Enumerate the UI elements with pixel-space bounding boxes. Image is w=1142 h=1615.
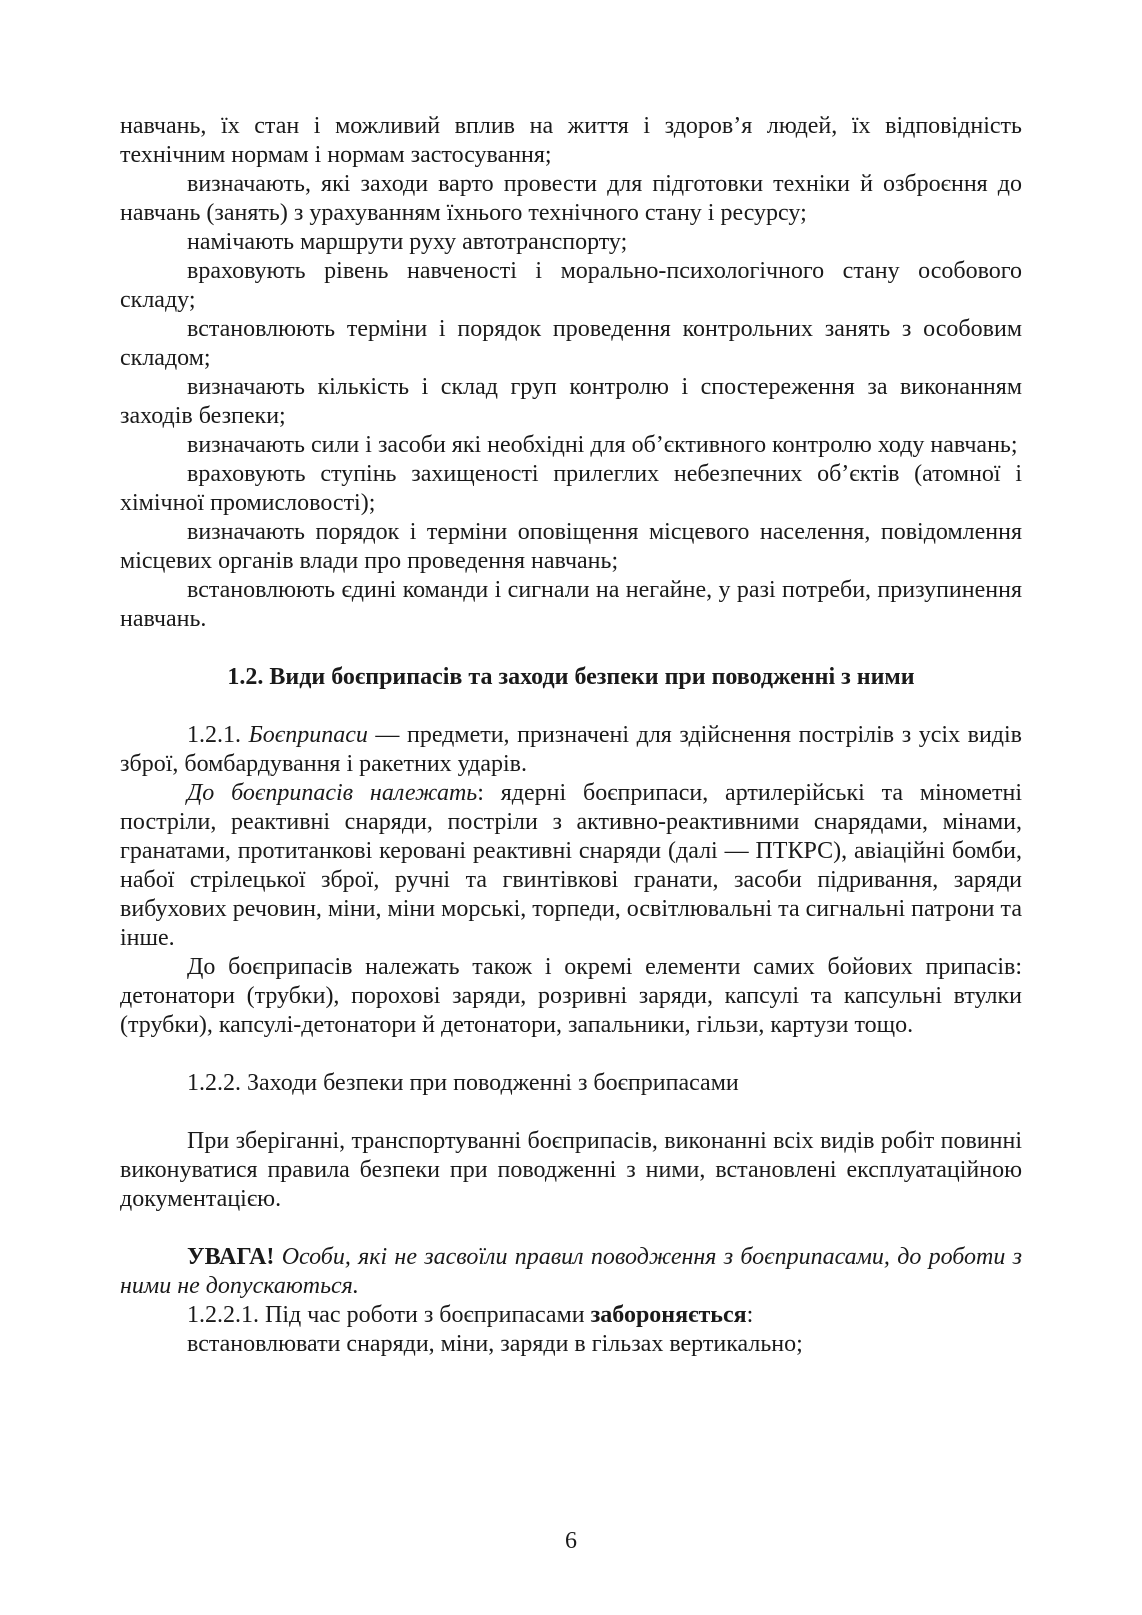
list-item: встановлюють терміни і порядок проведення контрольних занять з особовим складом; — [120, 316, 1022, 371]
warning-paragraph — [120, 1243, 1022, 1301]
subsection-title: 1.2.2. Заходи безпеки при поводженні з боєприпасами — [187, 1070, 739, 1096]
paragraph-belong — [120, 779, 1022, 953]
defined-term: Боєприпаси — [248, 722, 368, 748]
paragraph-prohibited — [120, 1301, 1022, 1330]
list-item: встановлювати снаряди, міни, заряди в гільзах вертикально; — [187, 1331, 803, 1357]
belong-text: : ядерні боєприпаси, артилерійські та мінометні постріли, реактивні снаряди, постріли з активно-реактивними снарядами, мінами, гранатами, протитанкові керовані реактивні снаряди (далі — ПТКРС), авіаційні бомби, набої стрілецької зброї, ручні та гвинтівкові гранати, засоби підривання, заряди вибухових речовин, міни, міни морські, торпеди, освітлювальні та сигнальні патрони та інше. — [120, 780, 1022, 951]
warning-text: Особи, які не засвоїли правил поводження з боєприпасами, до роботи з ними не допускаються. — [120, 1244, 1022, 1299]
list-item-continuation: навчань, їх стан і можливий вплив на життя і здоров’я людей, їх відповідність технічним нормам і нормам застосування; — [120, 113, 1022, 168]
prohibited-lead: 1.2.2.1. Під час роботи з боєприпасами — [187, 1302, 591, 1328]
clause-number: 1.2.1. — [187, 722, 249, 748]
definition-text: — предмети, призначені для здійснення пострілів з усіх видів зброї, бомбардування і ракетних ударів. — [120, 722, 1023, 777]
list-item: визначають сили і засоби які необхідні для об’єктивного контролю ходу навчань; — [187, 432, 1018, 458]
prohibited-tail: : — [746, 1302, 754, 1328]
warning-label: УВАГА! — [187, 1244, 275, 1270]
list-item: визначають кількість і склад груп контролю і спостереження за виконанням заходів безпеки; — [120, 374, 1022, 429]
list-item: визначають порядок і терміни оповіщення місцевого населення, повідомлення місцевих органів влади про проведення навчань; — [120, 519, 1022, 574]
paragraph-definition — [120, 721, 1022, 779]
list-item: враховують ступінь захищеності прилеглих небезпечних об’єктів (атомної і хімічної промисловості); — [120, 461, 1022, 516]
document-page — [120, 112, 1022, 1359]
list-item: враховують рівень навченості і морально-психологічного стану особового складу; — [120, 258, 1022, 313]
list-item: намічають маршрути руху автотранспорту; — [187, 229, 628, 255]
list-item: встановлюють єдині команди і сигнали на негайне, у разі потреби, призупинення навчань. — [120, 577, 1022, 632]
prohibited-word: забороняється — [590, 1302, 747, 1328]
section-heading: 1.2. Види боєприпасів та заходи безпеки при поводженні з ними — [227, 664, 915, 690]
paragraph-elements: До боєприпасів належать також і окремі елементи самих бойових припасів: детонатори (трубки), порохові заряди, розривні заряди, капсулі та капсульні втулки (трубки), капсулі-детонатори й детонатори, запальники, гільзи, картузи тощо. — [120, 954, 1022, 1038]
paragraph-storage: При зберіганні, транспортуванні боєприпасів, виконанні всіх видів робіт повинні виконуватися правила безпеки при поводженні з ними, встановлені експлуатаційною документацією. — [120, 1128, 1022, 1212]
page-number: 6 — [565, 1528, 577, 1554]
belong-lead: До боєприпасів належать — [187, 780, 478, 806]
list-item: визначають, які заходи варто провести для підготовки техніки й озброєння до навчань (занять) з урахуванням їхнього технічного стану і ресурсу; — [120, 171, 1022, 226]
